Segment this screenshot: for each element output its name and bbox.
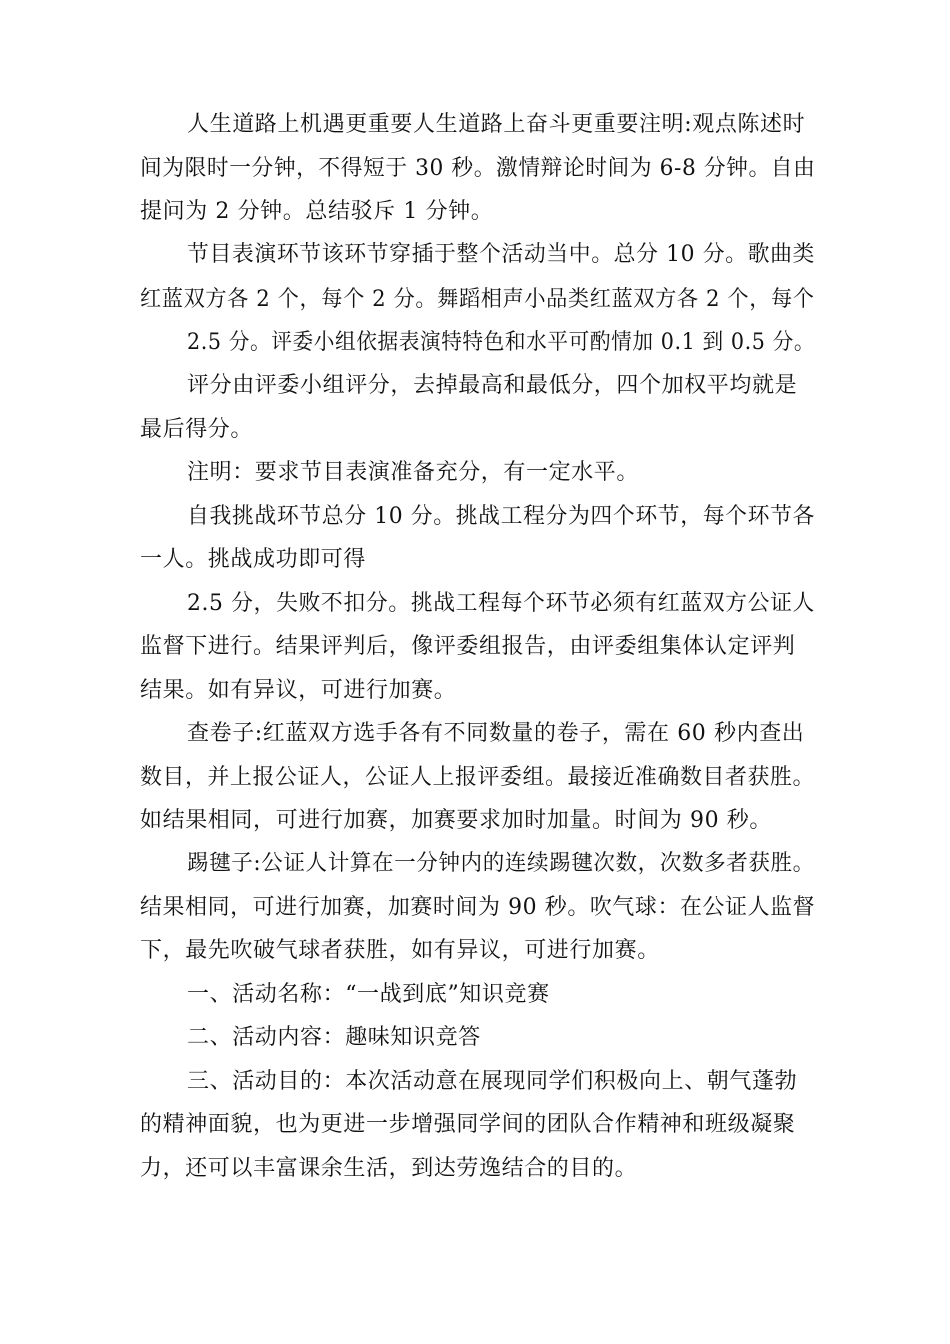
- text-line: 二、活动内容：趣味知识竞答: [187, 1025, 481, 1050]
- text-line: 最后得分。: [140, 417, 254, 442]
- text-line: 一人。挑战成功即可得: [140, 547, 367, 572]
- text-line: 如结果相同，可进行加赛，加赛要求加时加量。时间为 90 秒。: [140, 808, 772, 833]
- text-line: 的精神面貌，也为更进一步增强同学间的团队合作精神和班级凝聚: [140, 1112, 796, 1137]
- text-line: 查卷子:红蓝双方选手各有不同数量的卷子，需在 60 秒内查出: [187, 721, 805, 746]
- text-line: 三、活动目的：本次活动意在展现同学们积极向上、朝气蓬勃: [187, 1069, 798, 1094]
- text-line: 评分由评委小组评分，去掉最高和最低分，四个加权平均就是: [187, 373, 798, 398]
- text-line: 节目表演环节该环节穿插于整个活动当中。总分 10 分。歌曲类: [187, 242, 815, 267]
- text-line: 一、活动名称：“一战到底”知识竞赛: [187, 982, 550, 1007]
- text-line: 人生道路上机遇更重要人生道路上奋斗更重要注明:观点陈述时: [187, 112, 806, 137]
- text-line: 2.5 分，失败不扣分。挑战工程每个环节必须有红蓝双方公证人: [187, 591, 815, 616]
- text-line: 数目，并上报公证人，公证人上报评委组。最接近准确数目者获胜。: [140, 765, 816, 790]
- text-line: 监督下进行。结果评判后，像评委组报告，由评委组集体认定评判: [140, 634, 796, 659]
- text-line: 自我挑战环节总分 10 分。挑战工程分为四个环节，每个环节各: [187, 504, 815, 529]
- text-line: 踢毽子:公证人计算在一分钟内的连续踢毽次数，次数多者获胜。: [187, 851, 815, 876]
- text-line: 红蓝双方各 2 个，每个 2 分。舞蹈相声小品类红蓝双方各 2 个，每个: [140, 287, 815, 312]
- text-line: 提问为 2 分钟。总结驳斥 1 分钟。: [140, 199, 494, 224]
- text-line: 结果相同，可进行加赛，加赛时间为 90 秒。吹气球：在公证人监督: [140, 895, 816, 920]
- text-line: 2.5 分。评委小组依据表演特特色和水平可酌情加 0.1 到 0.5 分。: [187, 330, 816, 355]
- text-line: 间为限时一分钟，不得短于 30 秒。激情辩论时间为 6-8 分钟。自由: [140, 156, 816, 181]
- text-line: 注明：要求节目表演准备充分，有一定水平。: [187, 460, 640, 485]
- text-line: 下，最先吹破气球者获胜，如有异议，可进行加赛。: [140, 938, 660, 963]
- text-line: 结果。如有异议，可进行加赛。: [140, 678, 457, 703]
- text-line: 力，还可以丰富课余生活，到达劳逸结合的目的。: [140, 1156, 638, 1181]
